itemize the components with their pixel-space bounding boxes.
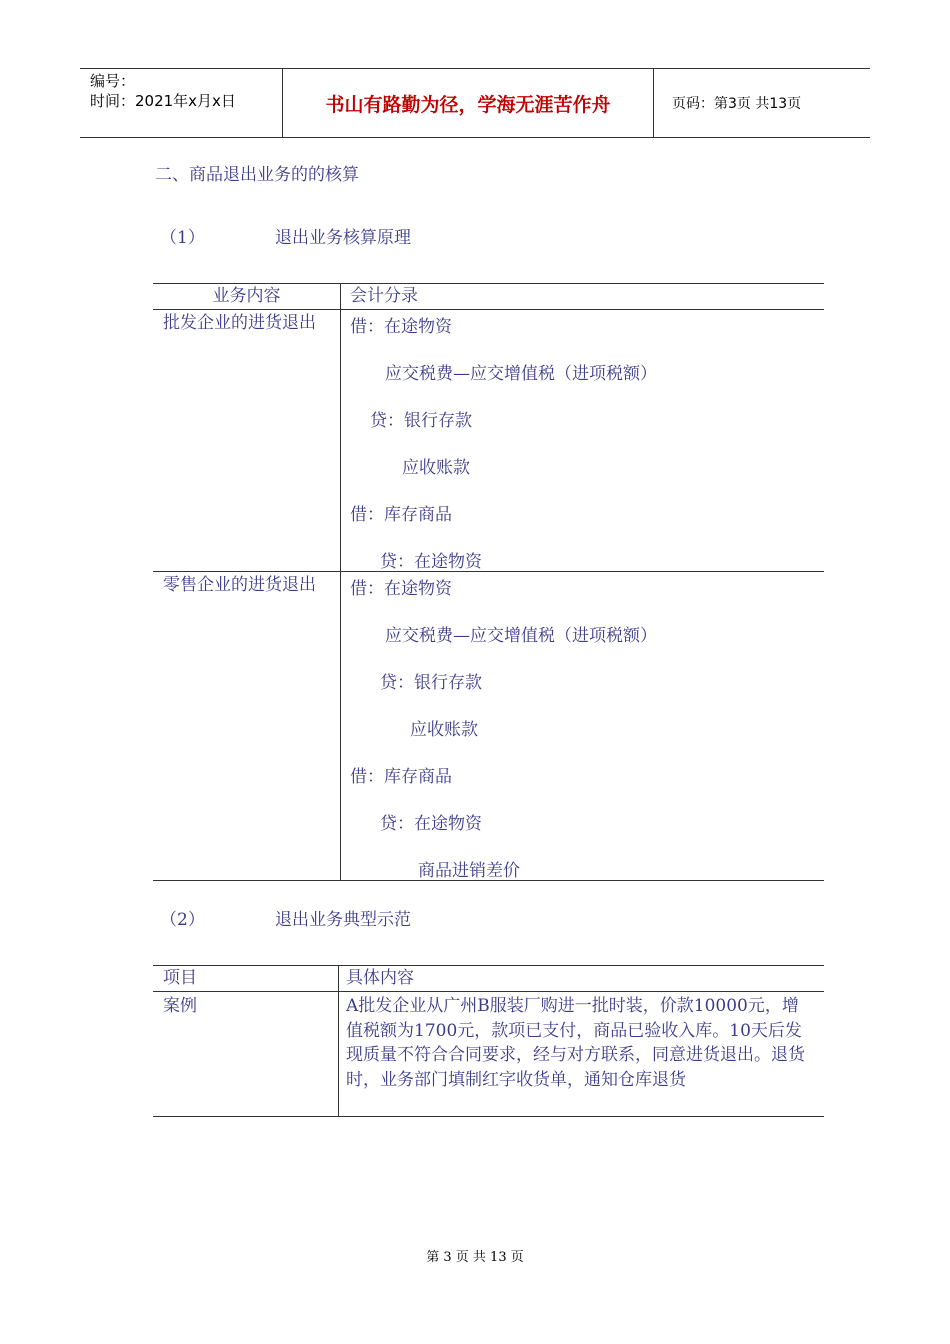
table1-row1-entry-1: 借：在途物资	[350, 317, 452, 337]
table1-header-content: 业务内容	[212, 286, 281, 306]
header-motto: 书山有路勤为径，学海无涯苦作舟	[283, 69, 654, 137]
subsection2-title: 退出业务典型示范	[275, 910, 411, 930]
header-page-info	[664, 69, 870, 137]
page-header	[80, 68, 870, 138]
case-table	[153, 965, 824, 1117]
table1-row1-entry-2: 应交税费—应交增值税（进项税额）	[385, 364, 657, 384]
table2-header-content: 具体内容	[346, 968, 414, 988]
table1-row1-entry-5: 借：库存商品	[350, 505, 452, 525]
table1-header-entries: 会计分录	[350, 286, 418, 306]
table2-row1-item: 案例	[163, 996, 197, 1016]
page-footer: 第 3 页 共 13 页	[426, 1250, 524, 1265]
table2-header-item: 项目	[163, 968, 197, 988]
table2-row1-content: A批发企业从广州B服装厂购进一批时装，价款10000元，增值税额为1700元，款项已支付，商品已验收入库。10天后发现质量不符合合同要求，经与对方联系，同意进货退出。退货时，业务部门填制红字收货单，通知仓库退货	[346, 996, 805, 1090]
table1-row1-entry-6: 贷：在途物资	[380, 552, 482, 572]
table1-row2-entry-1: 借：在途物资	[350, 579, 452, 599]
table1-row2-entry-6: 贷：在途物资	[380, 814, 482, 834]
header-meta-cell	[80, 69, 283, 137]
document-date: 时间：2021年x月x日	[90, 92, 236, 110]
header-page-info-text: 页码：第3页 共13页	[672, 96, 802, 112]
table1-row1-entry-4: 应收账款	[402, 458, 470, 478]
table1-row1-entry-3: 贷：银行存款	[370, 411, 472, 431]
subsection1-index: （1）	[160, 228, 205, 248]
table1-row2-entry-3: 贷：银行存款	[380, 673, 482, 693]
table1-row2-content: 零售企业的进货退出	[163, 575, 316, 595]
table1-row2-entry-2: 应交税费—应交增值税（进项税额）	[385, 626, 657, 646]
section-title: 二、商品退出业务的的核算	[155, 165, 359, 185]
journal-entry-table	[153, 283, 824, 881]
subsection1-title: 退出业务核算原理	[275, 228, 411, 248]
table1-row2-entry-5: 借：库存商品	[350, 767, 452, 787]
document-number-label: 编号：	[90, 72, 136, 90]
subsection2-index: （2）	[160, 910, 205, 930]
table1-row2-entry-7: 商品进销差价	[418, 861, 520, 881]
table1-row1-content: 批发企业的进货退出	[163, 313, 316, 333]
table1-row2-entry-4: 应收账款	[410, 720, 478, 740]
